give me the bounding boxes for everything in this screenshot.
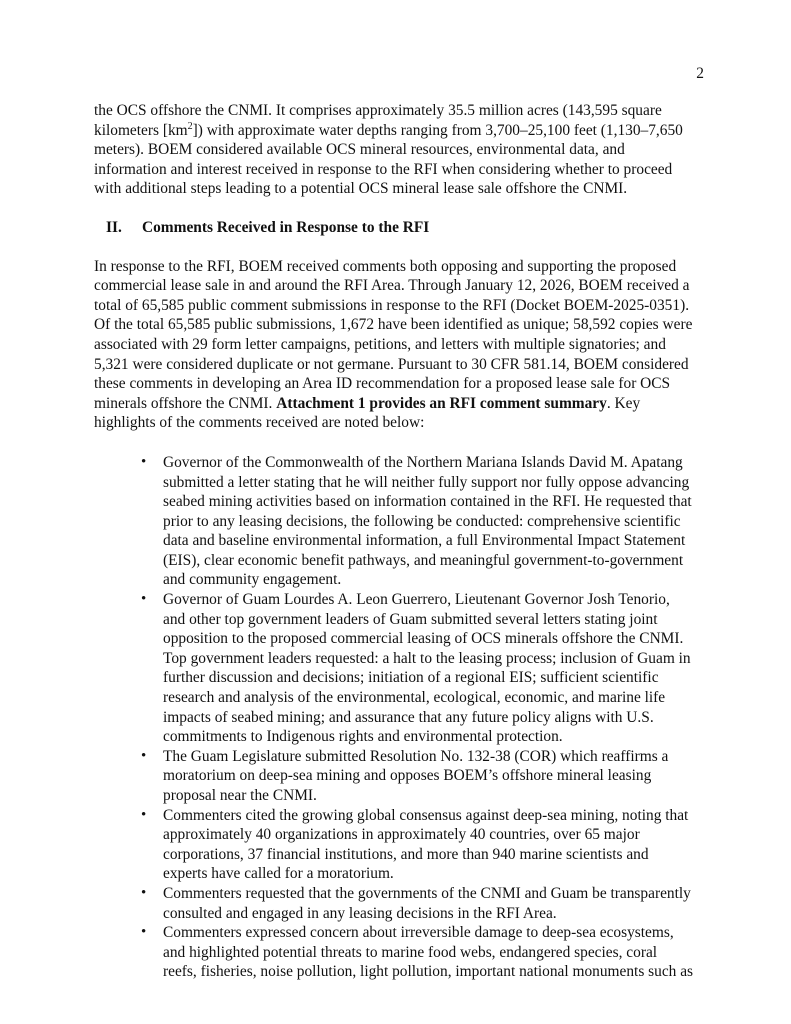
text-line: commitments to Indigenous rights and environmental protection.: [163, 728, 563, 746]
intro-paragraph: [94, 101, 700, 199]
bullet-icon: •: [141, 453, 147, 470]
text-line: research and analysis of the environmental, ecological, economic, and marine life: [163, 689, 666, 707]
section-title: Comments Received in Response to the RFI: [142, 218, 430, 236]
text-line: reefs, fisheries, noise pollution, light pollution, important national monuments such as: [163, 963, 694, 981]
text-line: impacts of seabed mining; and assurance that any future policy aligns with U.S.: [163, 708, 654, 726]
attachment-reference: Attachment 1 provides an RFI comment summary: [276, 394, 607, 412]
comments-paragraph: [94, 257, 700, 433]
list-item: [94, 747, 700, 806]
text-line: Commenters cited the growing global consensus against deep-sea mining, noting that: [163, 806, 689, 824]
list-item: [94, 806, 700, 884]
text-line: and other top government leaders of Guam submitted several letters stating joint: [163, 610, 658, 628]
text-line: 5,321 were considered duplicate or not germane. Pursuant to 30 CFR 581.14, BOEM considered: [94, 355, 689, 373]
bullet-icon: •: [141, 884, 147, 901]
text-line: these comments in developing an Area ID recommendation for a proposed lease sale for OCS: [94, 375, 671, 393]
text-line: [94, 394, 700, 414]
text-fragment: minerals offshore the CNMI.: [94, 394, 277, 412]
bullet-icon: •: [141, 806, 147, 823]
text-fragment: kilometers [km: [94, 121, 188, 139]
page-number: 2: [696, 65, 704, 82]
highlights-list: [94, 453, 700, 982]
text-line: highlights of the comments received are noted below:: [94, 414, 425, 432]
text-line: approximately 40 organizations in approximately 40 countries, over 65 major: [163, 826, 640, 844]
text-line: [94, 121, 700, 141]
text-line: the OCS offshore the CNMI. It comprises approximately 35.5 million acres (143,595 square: [94, 102, 662, 119]
bullet-icon: •: [141, 747, 147, 764]
text-line: corporations, 37 financial institutions, and more than 940 marine scientists and: [163, 845, 649, 863]
text-line: and highlighted potential threats to marine food webs, endangered species, coral: [163, 943, 658, 961]
text-line: consulted and engaged in any leasing decisions in the RFI Area.: [163, 904, 557, 922]
text-line: proposal near the CNMI.: [163, 787, 317, 804]
text-line: In response to the RFI, BOEM received comments both opposing and supporting the proposed: [94, 257, 677, 275]
text-line: with additional steps leading to a potential OCS mineral lease sale offshore the CNMI.: [94, 180, 628, 198]
text-fragment: . Key: [606, 394, 641, 412]
text-line: opposition to the proposed commercial leasing of OCS minerals offshore the CNMI.: [163, 630, 684, 648]
text-line: Commenters requested that the governments of the CNMI and Guam be transparently: [163, 884, 691, 902]
list-item: [94, 923, 700, 982]
text-line: The Guam Legislature submitted Resolution No. 132-38 (COR) which reaffirms a: [163, 747, 669, 765]
text-line: Commenters expressed concern about irreversible damage to deep-sea ecosystems,: [163, 924, 674, 942]
text-line: data and baseline environmental information, a full Environmental Impact Statement: [163, 532, 686, 550]
section-number: II.: [106, 218, 122, 236]
text-line: and community engagement.: [163, 571, 342, 589]
text-line: Governor of the Commonwealth of the Northern Mariana Islands David M. Apatang: [163, 453, 683, 471]
bullet-icon: •: [141, 924, 147, 941]
list-item: [94, 884, 700, 923]
text-line: moratorium on deep-sea mining and opposes BOEM’s offshore mineral leasing: [163, 767, 652, 785]
list-item: [94, 453, 700, 590]
text-line: Top government leaders requested: a halt to the leasing process; inclusion of Guam in: [163, 649, 691, 667]
text-line: (EIS), clear economic benefit pathways, and meaningful government-to-government: [163, 551, 684, 569]
text-line: Governor of Guam Lourdes A. Leon Guerrero, Lieutenant Governor Josh Tenorio,: [163, 591, 670, 609]
text-line: experts have called for a moratorium.: [163, 865, 394, 883]
superscript: 2: [187, 120, 193, 132]
text-line: commercial lease sale in and around the RFI Area. Through January 12, 2026, BOEM received a: [94, 277, 690, 295]
section-heading: [94, 218, 700, 238]
text-line: associated with 29 form letter campaigns, petitions, and letters with multiple signatories; and: [94, 335, 666, 353]
text-line: submitted a letter stating that he will neither fully support nor fully oppose advancing: [163, 473, 690, 491]
text-line: information and interest received in response to the RFI when considering whether to proceed: [94, 160, 673, 178]
bullet-icon: •: [141, 591, 147, 608]
text-line: Of the total 65,585 public submissions, 1,672 have been identified as unique; 58,592 copies were: [94, 316, 693, 334]
text-line: prior to any leasing decisions, the following be conducted: comprehensive scientific: [163, 512, 681, 530]
text-line: seabed mining activities based on information contained in the RFI. He requested that: [163, 493, 692, 511]
list-item: [94, 590, 700, 747]
text-line: meters). BOEM considered available OCS mineral resources, environmental data, and: [94, 141, 625, 159]
text-fragment: ]) with approximate water depths ranging from 3,700–25,100 feet (1,130–7,650: [192, 121, 683, 139]
text-line: total of 65,585 public comment submissions in response to the RFI (Docket BOEM-2025-0351).: [94, 296, 690, 314]
text-line: further discussion and decisions; initiation of a regional EIS; sufficient scientific: [163, 669, 659, 687]
document-body: [94, 101, 700, 982]
